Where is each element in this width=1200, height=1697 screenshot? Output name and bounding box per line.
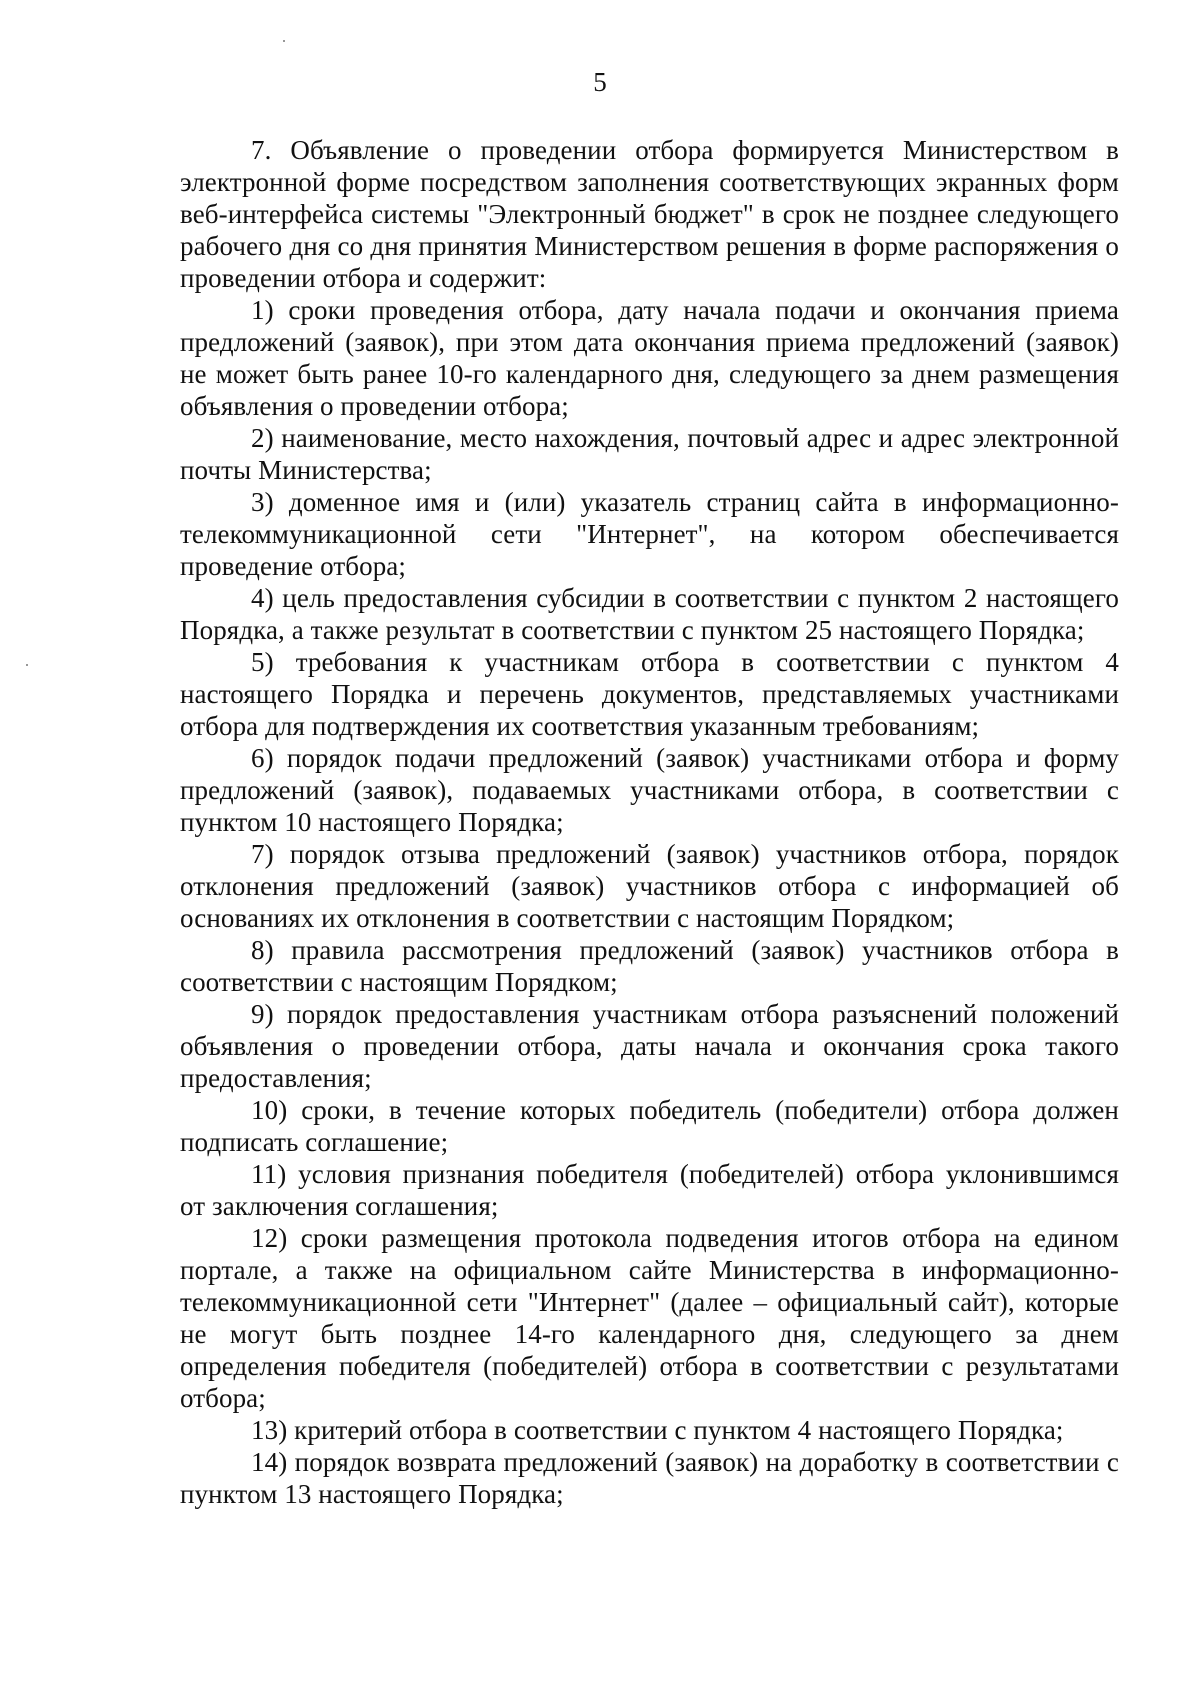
list-item-10: 10) сроки, в течение которых победитель (победители) отбора должен подписать соглашение; [180, 1095, 1119, 1157]
list-item-6: 6) порядок подачи предложений (заявок) участниками отбора и форму предложений (заявок), подаваемых участниками отбора, в соответствии с пунктом 10 настоящего Порядка; [180, 743, 1119, 837]
scan-speck [283, 40, 285, 42]
list-item-7: 7) порядок отзыва предложений (заявок) участников отбора, порядок отклонения предложений (заявок) участников отбора с информацией об основаниях их отклонения в соответствии с настоящим Порядком; [180, 839, 1119, 933]
page-number: 5 [593, 67, 607, 97]
list-item-12: 12) сроки размещения протокола подведения итогов отбора на едином портале, а также на официальном сайте Министерства в информационно-телекоммуникационной сети "Интернет" (далее – официальный сайт), которые не могут быть позднее 14-го календарного дня, следующего за днем определения победителя (победителей) отбора в соответствии с результатами отбора; [180, 1223, 1119, 1413]
list-item-14: 14) порядок возврата предложений (заявок) на доработку в соответствии с пунктом 13 настоящего Порядка; [180, 1447, 1119, 1509]
document-body [180, 134, 1119, 1510]
list-item-2: 2) наименование, место нахождения, почтовый адрес и адрес электронной почты Министерства; [180, 423, 1119, 485]
list-item-13: 13) критерий отбора в соответствии с пунктом 4 настоящего Порядка; [251, 1415, 1064, 1445]
list-item-1: 1) сроки проведения отбора, дату начала подачи и окончания приема предложений (заявок), при этом дата окончания приема предложений (заявок) не может быть ранее 10-го календарного дня, следующего за днем размещения объявления о проведении отбора; [180, 295, 1119, 421]
list-item-8: 8) правила рассмотрения предложений (заявок) участников отбора в соответствии с настоящим Порядком; [180, 935, 1119, 997]
scan-speck [26, 664, 28, 666]
list-item-3: 3) доменное имя и (или) указатель страниц сайта в информационно-телекоммуникационной сети "Интернет", на котором обеспечивается проведение отбора; [180, 487, 1119, 581]
paragraph-item-7: 7. Объявление о проведении отбора формируется Министерством в электронной форме посредством заполнения соответствующих экранных форм веб-интерфейса системы "Электронный бюджет" в срок не позднее следующего рабочего дня со дня принятия Министерством решения в форме распоряжения о проведении отбора и содержит: [180, 135, 1119, 293]
list-item-5: 5) требования к участникам отбора в соответствии с пунктом 4 настоящего Порядка и перечень документов, представляемых участниками отбора для подтверждения их соответствия указанным требованиям; [180, 647, 1119, 741]
list-item-4: 4) цель предоставления субсидии в соответствии с пунктом 2 настоящего Порядка, а также результат в соответствии с пунктом 25 настоящего Порядка; [180, 583, 1119, 645]
list-item-9: 9) порядок предоставления участникам отбора разъяснений положений объявления о проведении отбора, даты начала и окончания срока такого предоставления; [180, 999, 1119, 1093]
list-item-11: 11) условия признания победителя (победителей) отбора уклонившимся от заключения соглашения; [180, 1159, 1119, 1221]
